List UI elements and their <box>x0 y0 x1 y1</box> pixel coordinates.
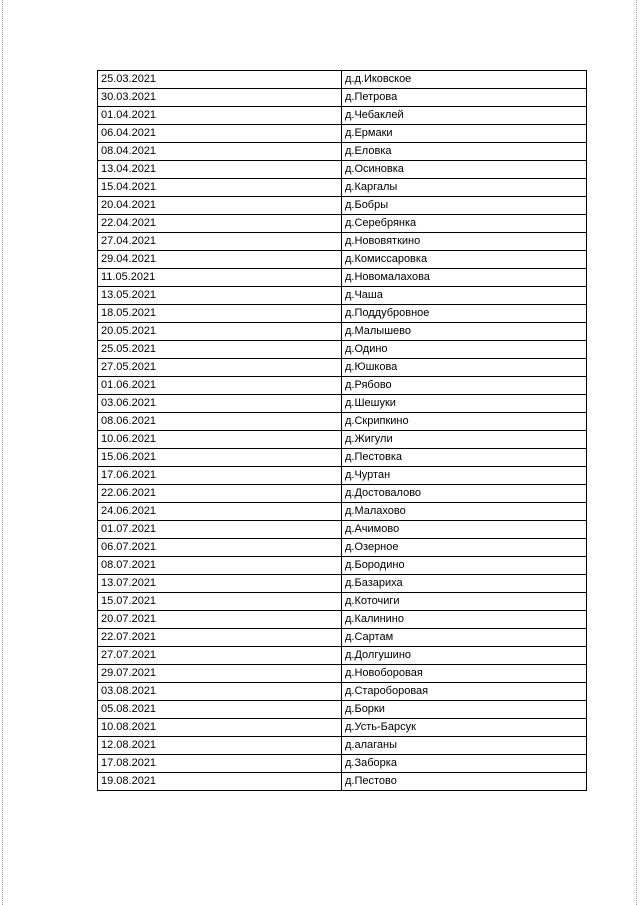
date-cell: 20.04.2021 <box>98 197 342 215</box>
table-row <box>98 287 587 305</box>
table-row <box>98 647 587 665</box>
table-row <box>98 395 587 413</box>
village-cell: д.Еловка <box>342 143 587 161</box>
village-cell: д.Рябово <box>342 377 587 395</box>
village-cell: д.Скрипкино <box>342 413 587 431</box>
table-row <box>98 215 587 233</box>
table-row <box>98 719 587 737</box>
table-row <box>98 593 587 611</box>
table-row <box>98 413 587 431</box>
table-row <box>98 377 587 395</box>
table-row <box>98 341 587 359</box>
village-cell: д.Одино <box>342 341 587 359</box>
village-cell: д.Усть-Барсук <box>342 719 587 737</box>
village-cell: д.Юшкова <box>342 359 587 377</box>
date-cell: 18.05.2021 <box>98 305 342 323</box>
page-edge-right <box>636 0 638 905</box>
village-cell: д.Поддубровное <box>342 305 587 323</box>
table-row <box>98 431 587 449</box>
date-cell: 13.07.2021 <box>98 575 342 593</box>
village-cell: д.Староборовая <box>342 683 587 701</box>
table-row <box>98 107 587 125</box>
table-row <box>98 575 587 593</box>
date-cell: 06.07.2021 <box>98 539 342 557</box>
village-cell: д.Петрова <box>342 89 587 107</box>
date-cell: 12.08.2021 <box>98 737 342 755</box>
date-cell: 25.03.2021 <box>98 71 342 89</box>
table-row <box>98 269 587 287</box>
table-row <box>98 755 587 773</box>
table-row <box>98 467 587 485</box>
table-row <box>98 161 587 179</box>
date-cell: 30.03.2021 <box>98 89 342 107</box>
village-cell: д.д.Иковское <box>342 71 587 89</box>
table-row <box>98 485 587 503</box>
date-cell: 01.04.2021 <box>98 107 342 125</box>
date-cell: 15.06.2021 <box>98 449 342 467</box>
schedule-table-body <box>98 71 587 791</box>
table-row <box>98 683 587 701</box>
village-cell: д.Малахово <box>342 503 587 521</box>
village-cell: д.Долгушино <box>342 647 587 665</box>
date-cell: 22.07.2021 <box>98 629 342 647</box>
village-cell: д.Бобры <box>342 197 587 215</box>
village-cell: д.Борки <box>342 701 587 719</box>
date-cell: 11.05.2021 <box>98 269 342 287</box>
village-cell: д.Пестовка <box>342 449 587 467</box>
table-row <box>98 179 587 197</box>
village-cell: д.Коточиги <box>342 593 587 611</box>
table-row <box>98 251 587 269</box>
date-cell: 01.07.2021 <box>98 521 342 539</box>
date-cell: 10.08.2021 <box>98 719 342 737</box>
village-cell: д.Серебрянка <box>342 215 587 233</box>
date-cell: 08.07.2021 <box>98 557 342 575</box>
village-cell: д.Жигули <box>342 431 587 449</box>
table-row <box>98 557 587 575</box>
table-row <box>98 503 587 521</box>
village-cell: д.Осиновка <box>342 161 587 179</box>
village-cell: д.Шешуки <box>342 395 587 413</box>
table-row <box>98 89 587 107</box>
village-cell: д.Достовалово <box>342 485 587 503</box>
village-cell: д.Ачимово <box>342 521 587 539</box>
date-cell: 27.07.2021 <box>98 647 342 665</box>
village-cell: д.Новомалахова <box>342 269 587 287</box>
table-row <box>98 233 587 251</box>
table-row <box>98 611 587 629</box>
village-cell: д.Заборка <box>342 755 587 773</box>
village-cell: д.Комиссаровка <box>342 251 587 269</box>
date-cell: 17.06.2021 <box>98 467 342 485</box>
table-row <box>98 305 587 323</box>
date-cell: 22.04.2021 <box>98 215 342 233</box>
village-cell: д.Чебаклей <box>342 107 587 125</box>
village-cell: д.Чаша <box>342 287 587 305</box>
village-cell: д.алаганы <box>342 737 587 755</box>
date-cell: 20.07.2021 <box>98 611 342 629</box>
date-cell: 24.06.2021 <box>98 503 342 521</box>
table-row <box>98 737 587 755</box>
date-cell: 05.08.2021 <box>98 701 342 719</box>
date-cell: 25.05.2021 <box>98 341 342 359</box>
table-row <box>98 539 587 557</box>
table-row <box>98 449 587 467</box>
date-cell: 15.04.2021 <box>98 179 342 197</box>
village-cell: д.Озерное <box>342 539 587 557</box>
table-row <box>98 701 587 719</box>
date-cell: 29.07.2021 <box>98 665 342 683</box>
schedule-table <box>97 70 587 791</box>
date-cell: 13.04.2021 <box>98 161 342 179</box>
date-cell: 01.06.2021 <box>98 377 342 395</box>
date-cell: 27.04.2021 <box>98 233 342 251</box>
village-cell: д.Чуртан <box>342 467 587 485</box>
village-cell: д.Калинино <box>342 611 587 629</box>
date-cell: 15.07.2021 <box>98 593 342 611</box>
date-cell: 08.04.2021 <box>98 143 342 161</box>
village-cell: д.Новоборовая <box>342 665 587 683</box>
date-cell: 17.08.2021 <box>98 755 342 773</box>
date-cell: 13.05.2021 <box>98 287 342 305</box>
village-cell: д.Сартам <box>342 629 587 647</box>
village-cell: д.Базариха <box>342 575 587 593</box>
date-cell: 06.04.2021 <box>98 125 342 143</box>
table-row <box>98 197 587 215</box>
table-row <box>98 773 587 791</box>
village-cell: д.Малышево <box>342 323 587 341</box>
table-row <box>98 521 587 539</box>
table-row <box>98 665 587 683</box>
date-cell: 03.08.2021 <box>98 683 342 701</box>
village-cell: д.Бородино <box>342 557 587 575</box>
date-cell: 20.05.2021 <box>98 323 342 341</box>
date-cell: 29.04.2021 <box>98 251 342 269</box>
table-row <box>98 629 587 647</box>
date-cell: 10.06.2021 <box>98 431 342 449</box>
table-row <box>98 125 587 143</box>
village-cell: д.Каргалы <box>342 179 587 197</box>
village-cell: д.Пестово <box>342 773 587 791</box>
date-cell: 22.06.2021 <box>98 485 342 503</box>
table-row <box>98 323 587 341</box>
table-row <box>98 143 587 161</box>
table-row <box>98 359 587 377</box>
date-cell: 03.06.2021 <box>98 395 342 413</box>
village-cell: д.Нововяткино <box>342 233 587 251</box>
date-cell: 08.06.2021 <box>98 413 342 431</box>
page-edge-left <box>2 0 4 905</box>
date-cell: 19.08.2021 <box>98 773 342 791</box>
village-cell: д.Ермаки <box>342 125 587 143</box>
table-row <box>98 71 587 89</box>
date-cell: 27.05.2021 <box>98 359 342 377</box>
